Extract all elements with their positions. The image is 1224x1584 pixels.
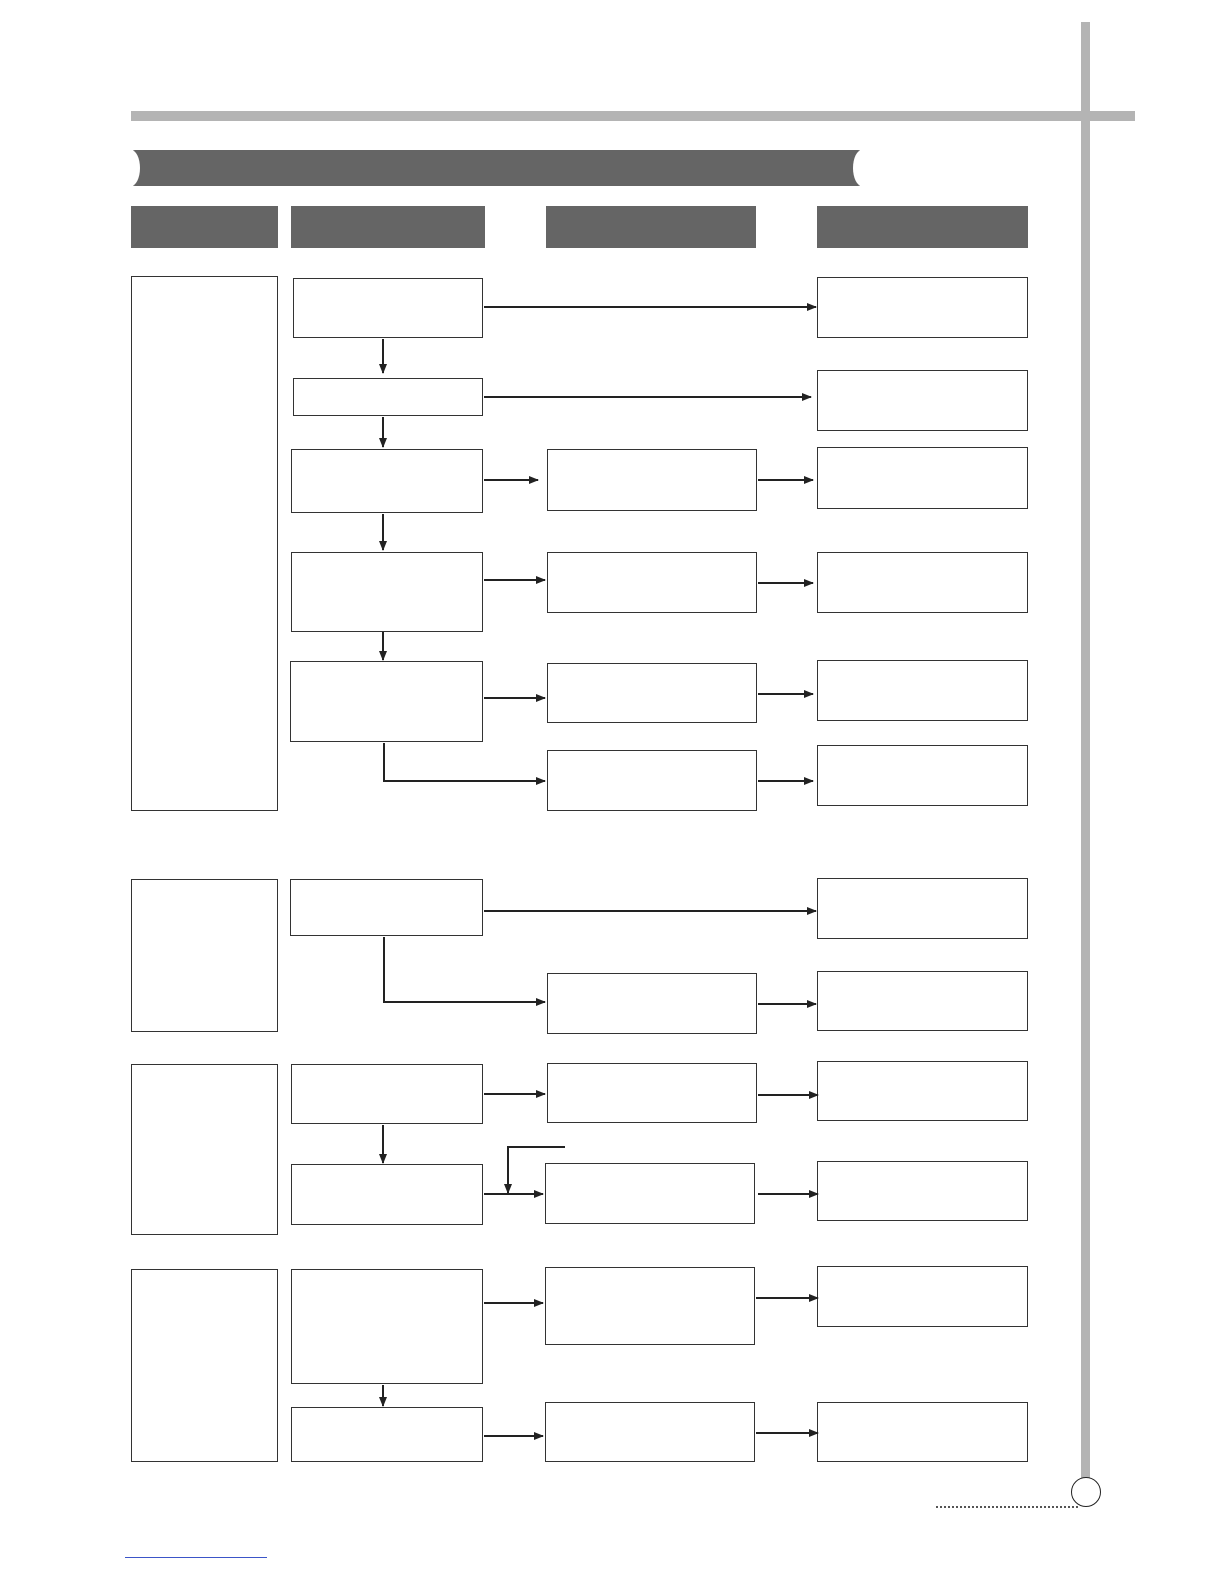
page-number-badge [1071, 1477, 1101, 1507]
arrow-line [384, 937, 545, 1002]
footer-link-underline[interactable] [125, 1557, 267, 1558]
page-dotted-leader [936, 1506, 1078, 1508]
arrow-line [384, 743, 545, 781]
arrow-line [508, 1147, 565, 1193]
